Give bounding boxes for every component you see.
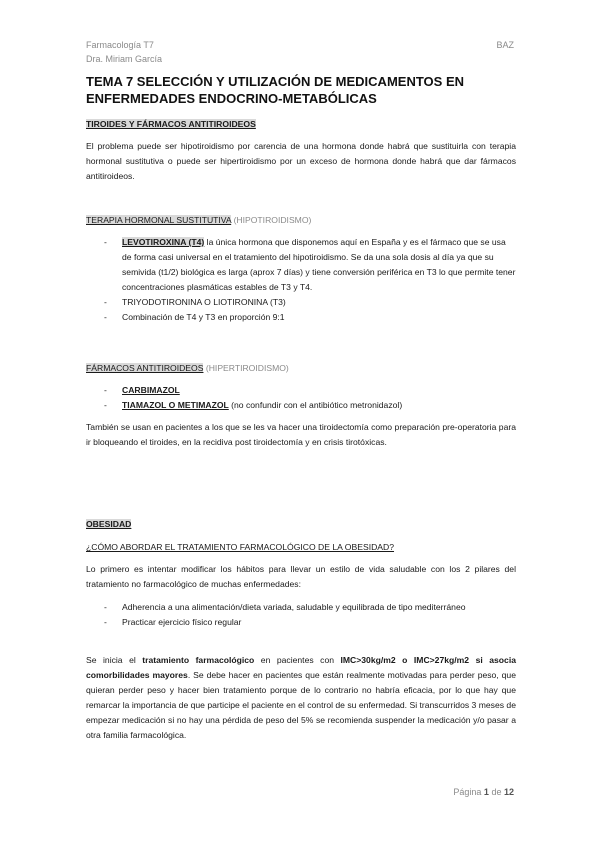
carbimazol-name: CARBIMAZOL <box>122 385 180 395</box>
para-mid: en pacientes con <box>254 655 341 665</box>
obesidad-list <box>104 600 516 630</box>
ths-heading: TERAPIA HORMONAL SUSTITUTIVA <box>86 215 232 225</box>
tiroides-intro: El problema puede ser hipotiroidismo por carencia de una hormona donde habrá que sustituirla con terapia hormonal sustitutiva o puede ser hipertiroidismo por un exceso de hormona donde habrá que dar fármacos antitiroideos. <box>86 141 516 181</box>
page-number <box>453 787 514 797</box>
section-heading-obesidad <box>86 518 131 530</box>
obesidad-question: ¿CÓMO ABORDAR EL TRATAMIENTO FARMACOLÓGICO DE LA OBESIDAD? <box>86 542 395 552</box>
obesidad-question-line <box>86 541 394 553</box>
subsection-heading-antitiroideos <box>86 362 289 374</box>
ths-list <box>104 235 516 325</box>
list-item <box>104 235 516 295</box>
footer-current-page: 1 <box>483 787 489 797</box>
para-end: . Se debe hacer en pacientes que están realmente motivadas para perder peso, que quieran perder peso y hacer bien tratamiento porque de lo contrario no habría eficacia, por lo que hay que remarcar la importancia de que participe el paciente en el control de su enfermedad. Si transcurridos 3 meses de empezar medicación si no hay una pérdida de peso del 5% se recomienda suspender la medicación y/o pasar a otra familia farmacológica. <box>86 670 516 740</box>
tiamazol-text: (no confundir con el antibiótico metronidazol) <box>228 400 403 410</box>
footer-total-pages: 12 <box>503 787 514 797</box>
ejercicio-text: Practicar ejercicio físico regular <box>122 617 242 627</box>
levotiroxina-name: LEVOTIROXINA (T4) <box>122 237 205 247</box>
tiroides-heading: TIROIDES Y FÁRMACOS ANTITIROIDEOS <box>86 119 256 129</box>
para-bold-tratamiento: tratamiento farmacológico <box>142 655 255 665</box>
list-item <box>104 295 516 310</box>
list-item <box>104 615 516 630</box>
antitiroideos-note: (HIPERTIROIDISMO) <box>205 363 289 373</box>
alimentacion-text: Adherencia a una alimentación/dieta variada, saludable y equilibrada de tipo mediterráneo <box>122 602 466 612</box>
footer-of-word: de <box>491 787 502 797</box>
ths-note: (HIPOTIROIDISMO) <box>233 215 312 225</box>
obesidad-para <box>86 653 516 743</box>
antitiroideos-para: También se usan en pacientes a los que se les va hacer una tiroidectomía como preparación pre-operatoria para ir bloqueando el tiroides, en la recidiva post tiroidectomía y en crisis tirotóxicas. <box>86 422 516 447</box>
list-item <box>104 310 516 325</box>
list-item <box>104 383 516 398</box>
header-course: Farmacología T7 <box>86 40 154 50</box>
header-teacher: Dra. Miriam García <box>86 54 163 64</box>
tiamazol-name: TIAMAZOL O METIMAZOL <box>122 400 229 410</box>
header-initials: BAZ <box>496 40 514 50</box>
subsection-heading-ths <box>86 214 311 226</box>
page-title: TEMA 7 SELECCIÓN Y UTILIZACIÓN DE MEDICAMENTOS EN ENFERMEDADES ENDOCRINO-METABÓLICAS <box>86 74 464 106</box>
liotironina-text: TRIYODOTIRONINA O LIOTIRONINA (T3) <box>122 297 286 307</box>
list-item <box>104 398 516 413</box>
para-bold-imc: IMC>30kg/m2 o IMC>27kg/m2 si asocia comorbilidades mayores <box>86 655 516 680</box>
footer-page-word: Página <box>453 787 482 797</box>
para-start: Se inicia el <box>86 655 143 665</box>
list-item <box>104 600 516 615</box>
section-heading-tiroides <box>86 118 256 130</box>
antitiroideos-heading: FÁRMACOS ANTITIROIDEOS <box>86 363 204 373</box>
levotiroxina-text: la única hormona que disponemos aquí en España y es el fármaco que se usa de forma casi universal en el tratamiento del hipotiroidismo. Se da una sola dosis al día ya que su semivida (t1/2) biológica es larga (aprox 7 días) y tiene conversión periférica en T3 lo que permite tener concentraciones plasmáticas estables de T3 y T4. <box>122 237 516 292</box>
combinacion-text: Combinación de T4 y T3 en proporción 9:1 <box>122 312 285 322</box>
obesidad-heading: OBESIDAD <box>86 519 132 529</box>
antitiroideos-list <box>104 383 516 413</box>
obesidad-intro: Lo primero es intentar modificar los hábitos para llevar un estilo de vida saludable con los 2 pilares del tratamiento no farmacológico de muchas enfermedades: <box>86 564 516 589</box>
